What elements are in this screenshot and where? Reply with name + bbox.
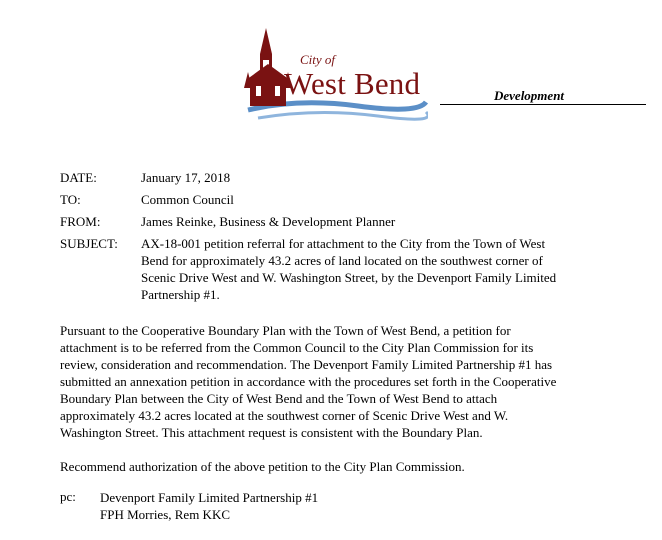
pc-label: pc: — [60, 489, 76, 504]
date-value: January 17, 2018 — [141, 170, 231, 185]
subject-line: Bend for approximately 43.2 acres of land located on the southwest corner of — [141, 253, 543, 268]
from-value: James Reinke, Business & Development Planner — [141, 214, 396, 229]
paragraph-line: Pursuant to the Cooperative Boundary Plan with the Town of West Bend, a petition for — [60, 323, 511, 338]
logo-west-bend: West Bend — [284, 66, 421, 101]
department-label: Development — [494, 88, 565, 103]
paragraph-line: Washington Street. This attachment request is consistent with the Boundary Plan. — [60, 425, 483, 440]
subject-line: Partnership #1. — [141, 287, 220, 302]
subject-line: Scenic Drive West and W. Washington Street, by the Devenport Family Limited — [141, 270, 557, 285]
paragraph-line: attachment is to be referred from the Common Council to the City Plan Commission for its — [60, 340, 534, 355]
subject-value — [141, 235, 581, 303]
logo-city-of: City of — [300, 52, 336, 67]
paragraph-line: approximately 43.2 acres located at the southwest corner of Scenic Drive West and W. — [60, 408, 509, 423]
date-label: DATE: — [60, 170, 97, 185]
to-value: Common Council — [141, 192, 234, 207]
subject-line: AX-18-001 petition referral for attachment to the City from the Town of West — [141, 236, 546, 251]
body-paragraph-1 — [60, 322, 620, 441]
paragraph-line: review, consideration and recommendation. The Devenport Family Limited Partnership #1 has — [60, 357, 553, 372]
from-label: FROM: — [60, 214, 101, 229]
subject-label: SUBJECT: — [60, 236, 118, 251]
pc-recipient: Devenport Family Limited Partnership #1 — [100, 490, 319, 505]
pc-recipients — [100, 489, 318, 523]
body-paragraph-2: Recommend authorization of the above petition to the City Plan Commission. — [60, 459, 465, 474]
paragraph-line: submitted an annexation petition in accordance with the procedures set forth in the Cooperative — [60, 374, 557, 389]
header-rule — [440, 104, 646, 105]
pc-recipient: FPH Morries, Rem KKC — [100, 507, 231, 522]
paragraph-line: Boundary Plan between the City of West Bend and the Town of West Bend to attach — [60, 391, 498, 406]
to-label: TO: — [60, 192, 81, 207]
